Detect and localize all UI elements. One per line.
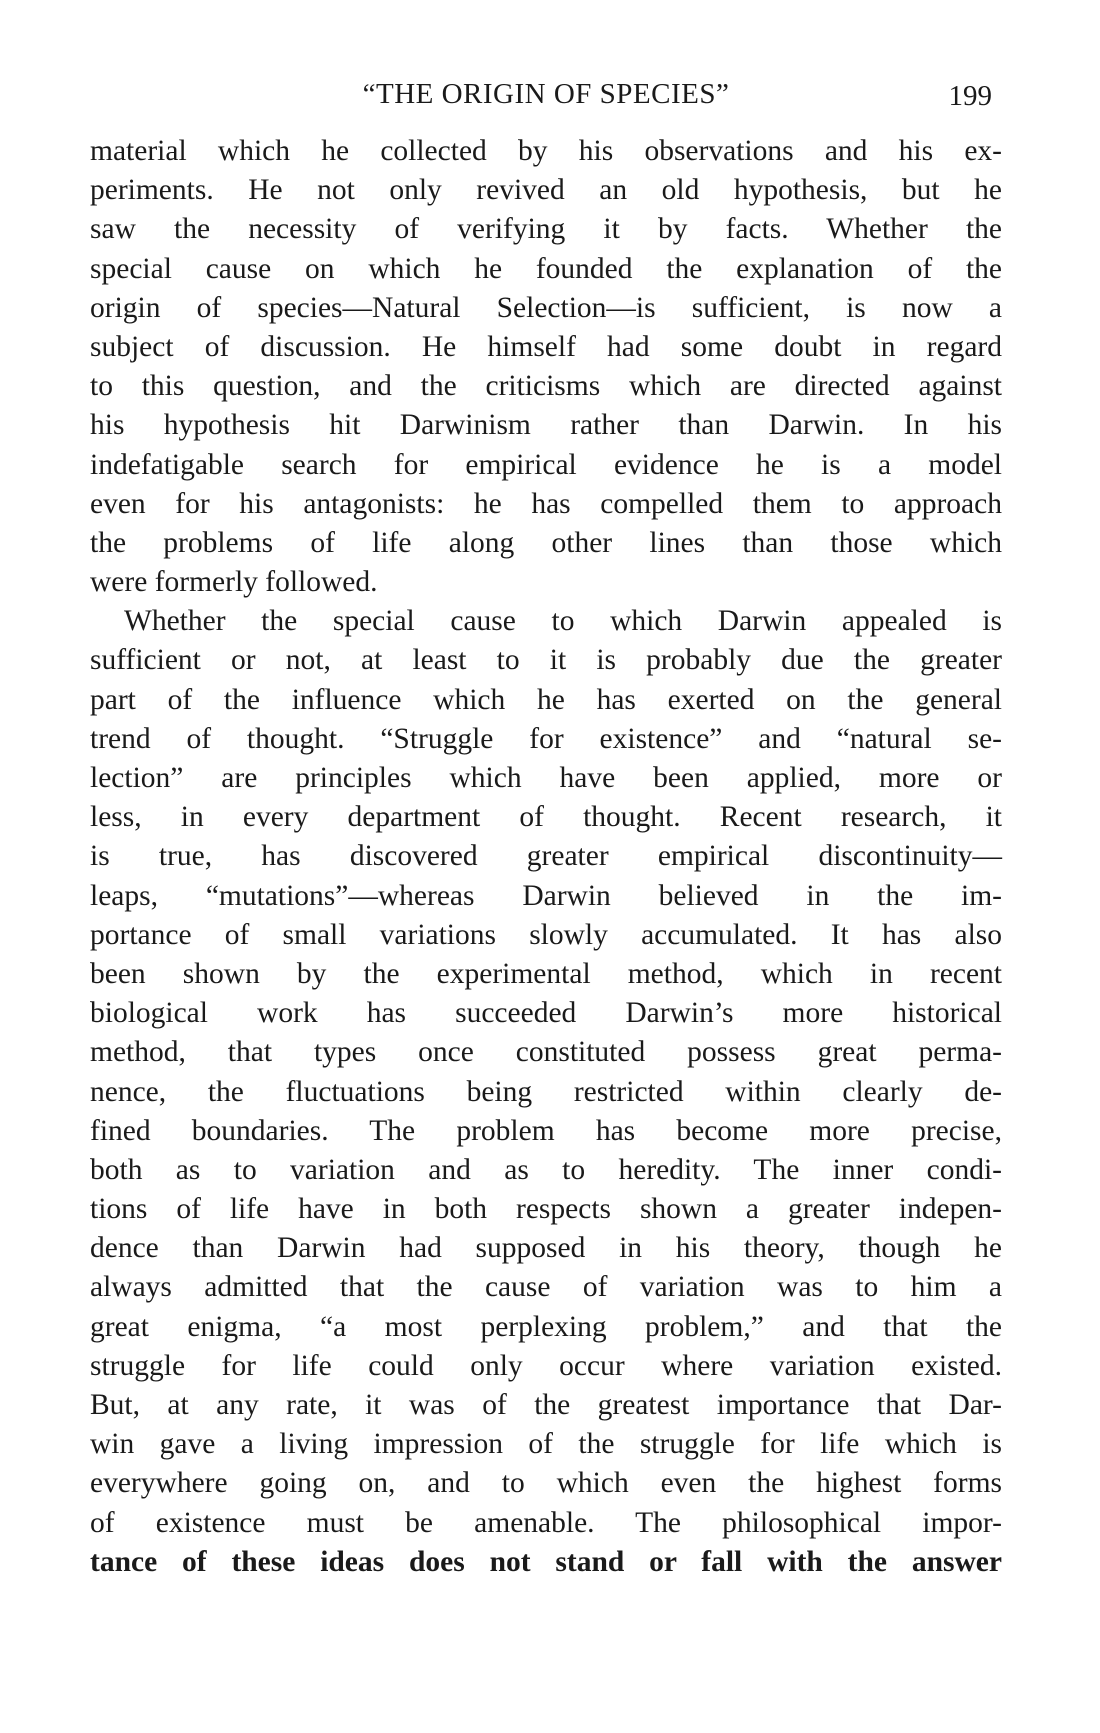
text-line: material which he collected by his observations and his ex- xyxy=(90,135,1002,167)
text-line: indefatigable search for empirical evidence he is a model xyxy=(90,448,1002,481)
text-line: tions of life have in both respects shown a greater indepen- xyxy=(90,1193,1002,1226)
text-line: of existence must be amenable. The philosophical impor- xyxy=(90,1506,1002,1539)
text-line: win gave a living impression of the struggle for life which is xyxy=(90,1428,1002,1461)
paragraph-2 xyxy=(90,602,1002,1582)
text-line: origin of species—Natural Selection—is sufficient, is now a xyxy=(90,291,1002,324)
text-line: trend of thought. “Struggle for existence” and “natural se- xyxy=(90,722,1002,755)
text-line: But, at any rate, it was of the greatest importance that Dar- xyxy=(90,1389,1002,1421)
text-body xyxy=(90,132,1002,1582)
text-line: subject of discussion. He himself had some doubt in regard xyxy=(90,330,1002,363)
text-line: his hypothesis hit Darwinism rather than Darwin. In his xyxy=(90,409,1002,442)
text-line: tance of these ideas does not stand or fall with the answer xyxy=(90,1545,1002,1578)
text-line: portance of small variations slowly accumulated. It has also xyxy=(90,918,1002,951)
text-line: great enigma, “a most perplexing problem,” and that the xyxy=(90,1310,1002,1343)
text-line: saw the necessity of verifying it by facts. Whether the xyxy=(90,213,1002,246)
text-line: even for his antagonists: he has compelled them to approach xyxy=(90,487,1002,520)
text-line: leaps, “mutations”—whereas Darwin believed in the im- xyxy=(90,879,1002,912)
running-title: “THE ORIGIN OF SPECIES” xyxy=(362,78,730,110)
running-head xyxy=(90,78,1002,118)
text-line: fined boundaries. The problem has become more precise, xyxy=(90,1114,1002,1147)
text-line: nence, the fluctuations being restricted within clearly de- xyxy=(90,1075,1002,1108)
text-line: always admitted that the cause of variation was to him a xyxy=(90,1271,1002,1304)
text-line: special cause on which he founded the explanation of the xyxy=(90,252,1002,285)
text-line: struggle for life could only occur where variation existed. xyxy=(90,1349,1002,1382)
text-line: dence than Darwin had supposed in his theory, though he xyxy=(90,1232,1002,1265)
text-line: periments. He not only revived an old hypothesis, but he xyxy=(90,174,1002,207)
text-line: Whether the special cause to which Darwin appealed is xyxy=(124,605,1002,638)
page-number: 199 xyxy=(948,80,992,112)
text-line: method, that types once constituted possess great perma- xyxy=(90,1036,1002,1069)
paragraph-1 xyxy=(90,132,1002,602)
text-line: is true, has discovered greater empirical discontinuity— xyxy=(90,840,1002,873)
text-line: been shown by the experimental method, which in recent xyxy=(90,957,1002,990)
text-line: everywhere going on, and to which even the highest forms xyxy=(90,1467,1002,1500)
text-line: biological work has succeeded Darwin’s more historical xyxy=(90,997,1002,1030)
text-line: were formerly followed. xyxy=(90,566,378,599)
text-line: lection” are principles which have been applied, more or xyxy=(90,762,1002,794)
text-line: both as to variation and as to heredity. The inner condi- xyxy=(90,1153,1002,1186)
text-line: sufficient or not, at least to it is probably due the greater xyxy=(90,644,1002,677)
text-line: the problems of life along other lines than those which xyxy=(90,526,1002,559)
text-line: to this question, and the criticisms which are directed against xyxy=(90,370,1002,403)
text-line: less, in every department of thought. Recent research, it xyxy=(90,801,1002,834)
text-line: part of the influence which he has exerted on the general xyxy=(90,683,1002,716)
